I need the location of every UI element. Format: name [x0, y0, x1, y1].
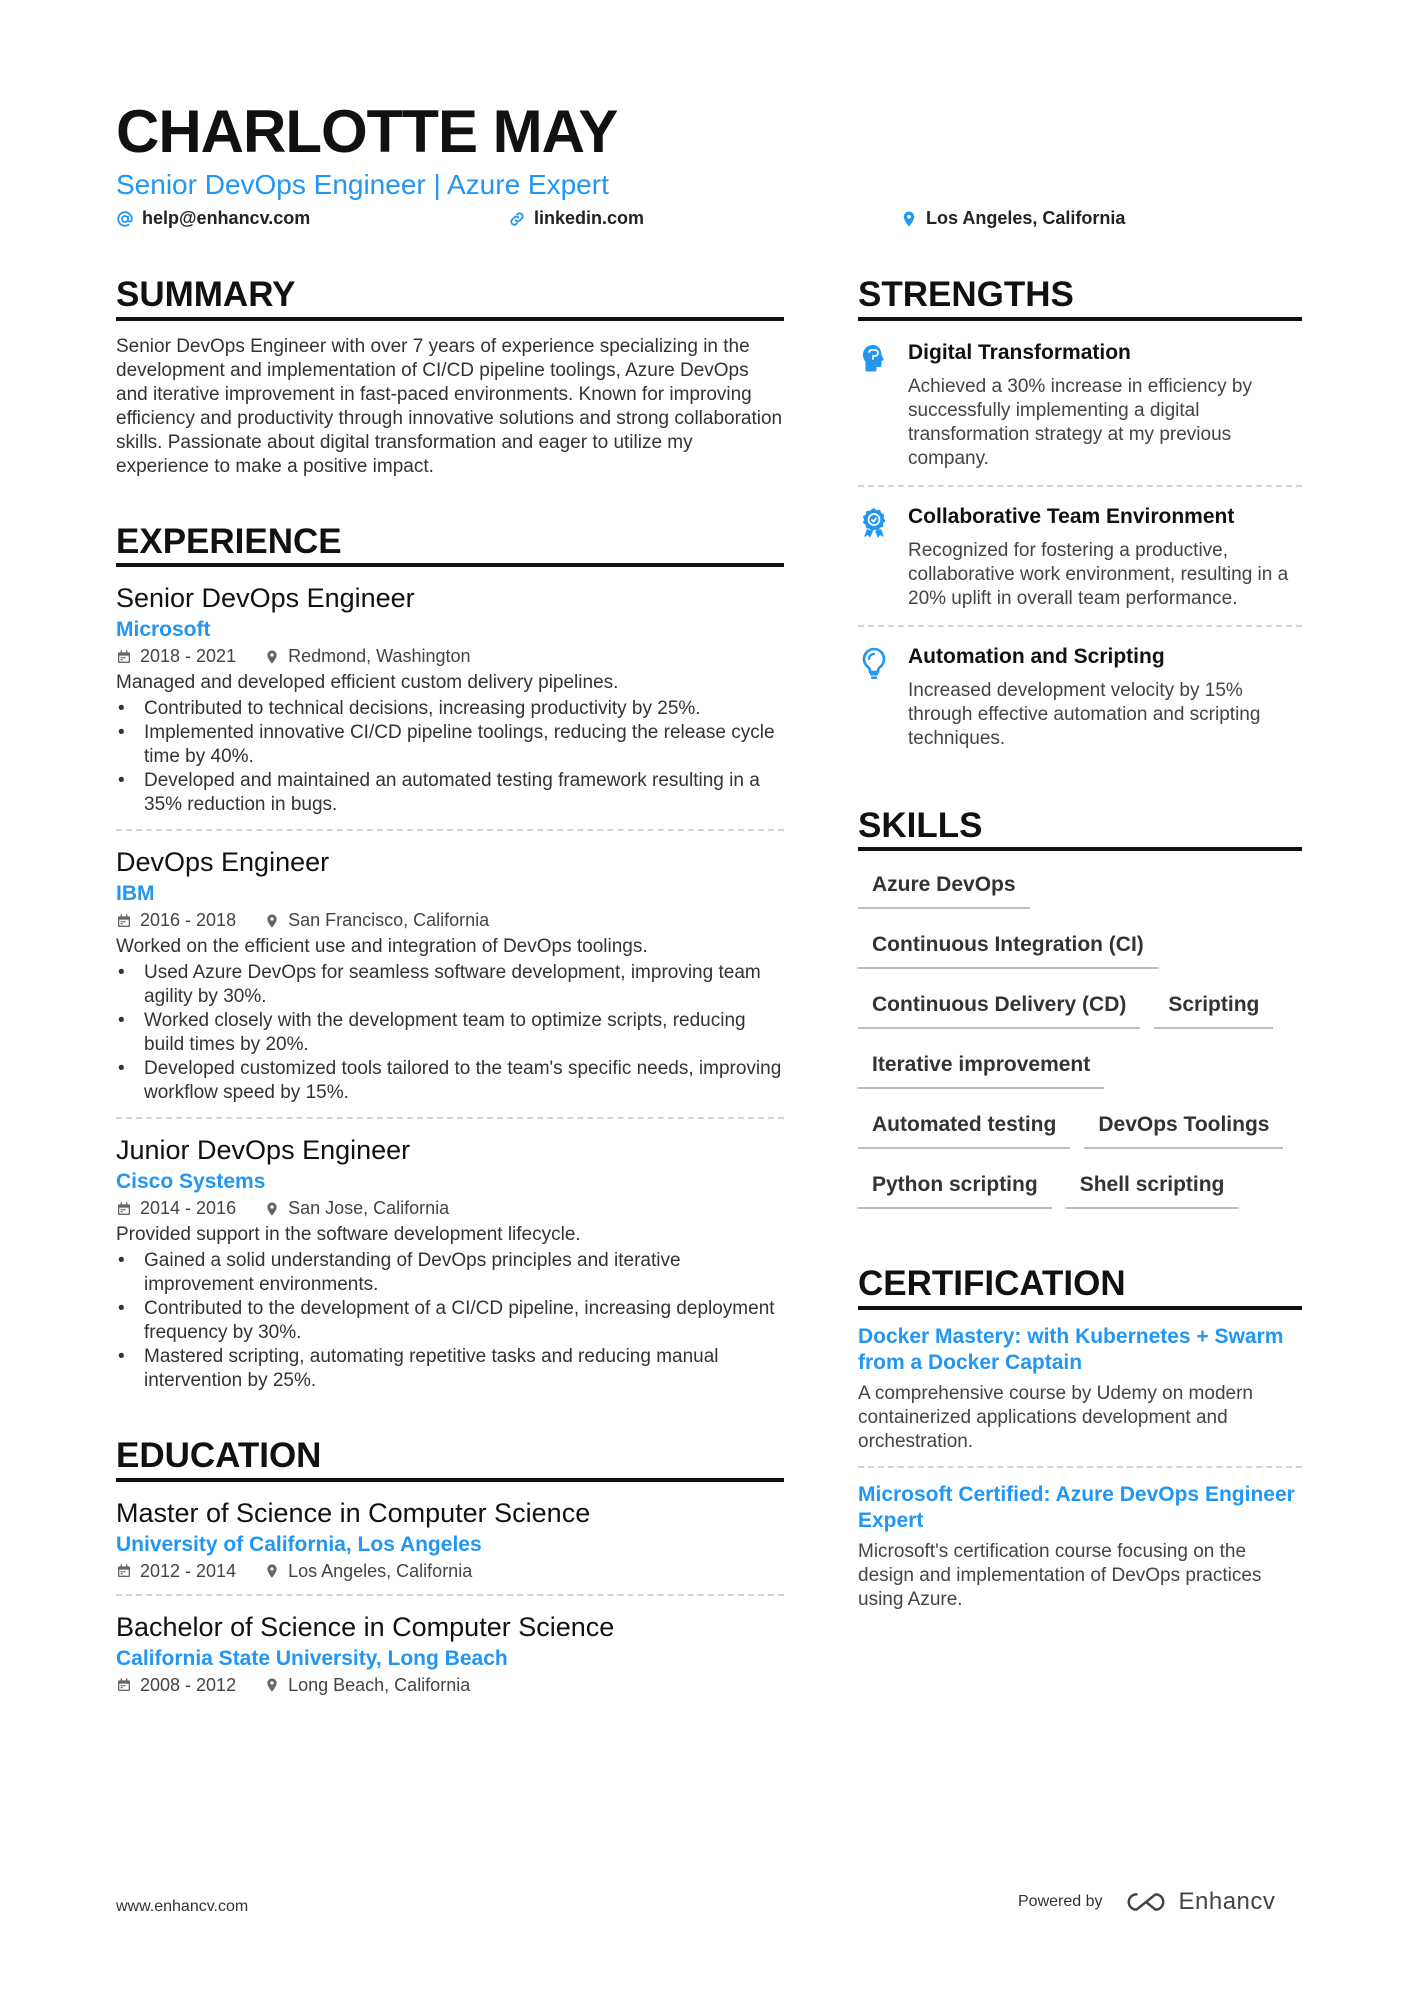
skills-section — [858, 807, 1302, 1226]
certification-item — [858, 1324, 1302, 1454]
job-description: Worked on the efficient use and integration of DevOps toolings. — [116, 936, 648, 958]
skill-tag: Automated testing — [858, 1105, 1070, 1149]
job-bullet: • Developed customized tools tailored to the team's specific needs, improving workflow speed by 15%. — [116, 1057, 784, 1105]
job-dates: 2016 - 2018 — [140, 910, 237, 931]
email-text: help@enhancv.com — [142, 208, 311, 228]
skill-tag: Continuous Integration (CI) — [858, 925, 1158, 969]
strength-item — [858, 337, 1302, 483]
company-name: IBM — [116, 882, 155, 906]
job-bullets — [116, 961, 784, 1105]
skill-tag: Python scripting — [858, 1165, 1052, 1209]
calendar-icon — [116, 913, 132, 929]
enhancv-logo-icon — [1123, 1890, 1169, 1914]
education-meta — [116, 1675, 784, 1696]
job-bullet: • Worked closely with the development team to optimize scripts, reducing build times by 20%. — [116, 1009, 784, 1057]
powered-by-label: Powered by — [1018, 1893, 1103, 1910]
education-meta — [116, 1561, 784, 1582]
job-dates: 2018 - 2021 — [140, 646, 237, 667]
certification-description: Microsoft's certification course focusing on the design and implementation of DevOps practices using Azure. — [858, 1540, 1262, 1610]
job-bullet: • Used Azure DevOps for seamless software development, improving team agility by 30%. — [116, 961, 784, 1009]
degree-title: Master of Science in Computer Science — [116, 1497, 591, 1528]
candidate-headline: Senior DevOps Engineer | Azure Expert — [116, 169, 609, 200]
education-location: Long Beach, California — [288, 1674, 471, 1695]
skill-tag: Azure DevOps — [858, 865, 1030, 909]
divider — [858, 1466, 1302, 1468]
strength-title: Collaborative Team Environment — [908, 504, 1235, 528]
strength-title: Automation and Scripting — [908, 644, 1165, 668]
job-description: Provided support in the software development lifecycle. — [116, 1224, 581, 1246]
experience-item — [116, 845, 784, 1105]
certification-section — [858, 1265, 1302, 1612]
at-icon — [116, 210, 134, 228]
enhancv-logo[interactable] — [1123, 1888, 1276, 1916]
strength-text: Achieved a 30% increase in efficiency by successfully implementing a digital transformation strategy at my previous company. — [908, 375, 1252, 469]
education-title: EDUCATION — [116, 1437, 784, 1482]
job-title: DevOps Engineer — [116, 847, 330, 878]
brand-name: Enhancv — [1178, 1888, 1276, 1915]
calendar-icon — [116, 649, 132, 665]
school-name: University of California, Los Angeles — [116, 1532, 482, 1556]
divider — [116, 1117, 784, 1119]
location-pin-icon — [264, 1677, 280, 1693]
job-title: Junior DevOps Engineer — [116, 1135, 411, 1166]
experience-title: EXPERIENCE — [116, 523, 784, 568]
summary-title: SUMMARY — [116, 276, 784, 321]
job-bullet: • Mastered scripting, automating repetitive tasks and reducing manual intervention by 25%. — [116, 1345, 784, 1393]
skill-tag: DevOps Toolings — [1084, 1105, 1283, 1149]
summary-text: Senior DevOps Engineer with over 7 years of experience specializing in the development and implementation of CI/CD pipeline toolings, Azure DevOps and iterative improvement in fast-paced environments. Known for improving efficiency and productivity through innovative solutions and strong collaboration skills. Passionate about digital transformation and eager to utilize my experience to make a positive impact. — [116, 335, 783, 477]
divider — [858, 485, 1302, 487]
calendar-icon — [116, 1563, 132, 1579]
certification-description: A comprehensive course by Udemy on modern containerized applications development and orchestration. — [858, 1382, 1253, 1452]
job-bullet: • Contributed to the development of a CI/CD pipeline, increasing deployment frequency by 30%. — [116, 1297, 784, 1345]
education-item — [116, 1610, 784, 1696]
job-location: Redmond, Washington — [288, 646, 471, 667]
education-section — [116, 1437, 784, 1696]
summary-section — [116, 276, 784, 479]
left-column — [116, 276, 784, 1700]
location-text: Los Angeles, California — [926, 208, 1126, 228]
job-meta — [116, 910, 784, 931]
certification-name: Microsoft Certified: Azure DevOps Engineer Expert — [858, 1482, 1295, 1532]
contact-location — [900, 208, 1125, 229]
education-location: Los Angeles, California — [288, 1560, 473, 1581]
strength-item — [858, 641, 1302, 763]
job-bullet: • Implemented innovative CI/CD pipeline toolings, reducing the release cycle time by 40%. — [116, 721, 784, 769]
right-column — [858, 276, 1302, 1612]
linkedin-text: linkedin.com — [534, 208, 645, 228]
location-pin-icon — [264, 1563, 280, 1579]
location-pin-icon — [264, 649, 280, 665]
divider — [116, 1594, 784, 1596]
strength-text: Recognized for fostering a productive, collaborative work environment, resulting in a 20% uplift in overall team performance. — [908, 539, 1289, 609]
certification-title: CERTIFICATION — [858, 1265, 1302, 1310]
job-meta — [116, 1198, 784, 1219]
experience-item — [116, 1133, 784, 1393]
strengths-title: STRENGTHS — [858, 276, 1302, 321]
certification-item — [858, 1482, 1302, 1612]
location-pin-icon — [264, 1201, 280, 1217]
contact-email[interactable] — [116, 208, 310, 229]
head-icon — [858, 343, 890, 375]
strength-item — [858, 501, 1302, 623]
job-title: Senior DevOps Engineer — [116, 583, 415, 613]
skill-tag: Shell scripting — [1066, 1165, 1239, 1209]
job-bullets — [116, 697, 784, 817]
lightbulb-icon — [858, 647, 890, 679]
experience-section — [116, 523, 784, 1394]
job-bullets — [116, 1249, 784, 1393]
certification-name: Docker Mastery: with Kubernetes + Swarm from a Docker Captain — [858, 1324, 1284, 1374]
divider — [116, 829, 784, 831]
education-dates: 2008 - 2012 — [140, 1674, 237, 1695]
job-meta — [116, 646, 784, 667]
job-bullet: • Developed and maintained an automated testing framework resulting in a 35% reduction in bugs. — [116, 769, 784, 817]
location-pin-icon — [900, 210, 918, 228]
skill-tag: Scripting — [1154, 985, 1273, 1029]
strengths-section — [858, 276, 1302, 763]
job-dates: 2014 - 2016 — [140, 1198, 237, 1219]
degree-title: Bachelor of Science in Computer Science — [116, 1611, 615, 1642]
skill-tag: Continuous Delivery (CD) — [858, 985, 1140, 1029]
job-bullet: • Contributed to technical decisions, increasing productivity by 25%. — [116, 697, 784, 721]
divider — [858, 625, 1302, 627]
calendar-icon — [116, 1201, 132, 1217]
job-location: San Francisco, California — [288, 910, 490, 931]
link-icon — [508, 210, 526, 228]
job-bullet: • Gained a solid understanding of DevOps principles and iterative improvement environments. — [116, 1249, 784, 1297]
strength-title: Digital Transformation — [908, 340, 1131, 364]
award-ribbon-icon — [858, 507, 890, 539]
job-location: San Jose, California — [288, 1198, 450, 1219]
skills-title: SKILLS — [858, 807, 1302, 852]
company-name: Cisco Systems — [116, 1170, 266, 1194]
candidate-name: CHARLOTTE MAY — [116, 98, 618, 165]
education-item — [116, 1496, 784, 1582]
school-name: California State University, Long Beach — [116, 1646, 508, 1670]
experience-item — [116, 581, 784, 817]
skill-tag: Iterative improvement — [858, 1045, 1104, 1089]
contact-linkedin[interactable] — [508, 208, 644, 229]
footer-branding — [1018, 1888, 1275, 1916]
location-pin-icon — [264, 913, 280, 929]
education-dates: 2012 - 2014 — [140, 1560, 237, 1581]
job-description: Managed and developed efficient custom delivery pipelines. — [116, 672, 619, 694]
footer-website[interactable]: www.enhancv.com — [116, 1898, 249, 1915]
skills-list — [858, 865, 1302, 1225]
strength-text: Increased development velocity by 15% through effective automation and scripting techniques. — [908, 679, 1261, 749]
company-name: Microsoft — [116, 618, 211, 642]
calendar-icon — [116, 1677, 132, 1693]
